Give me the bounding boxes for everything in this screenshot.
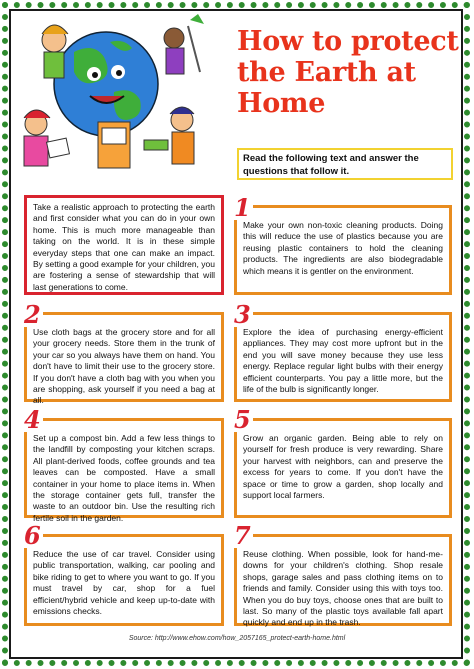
tip-text-5: Grow an organic garden. Being able to rely on yourself for fresh produce is very rewarding. Share your harvest with neighbors, can and preserve the excess for years to come. If you don't have the space or time to grow a garden, shop locally and support local farmers. [243,433,443,501]
tip-number-2: 2 [24,300,41,329]
page-title [237,26,457,119]
tip-box-6 [24,534,224,626]
tip-text-2: Use cloth bags at the grocery store and for all your grocery needs. Store them in the trunk of your car so you always have them on hand. You don't have to limit their use to the grocery store. If you don't have a cloth bag with you when you are shopping, ask yourself if you need a bag at all. [33,327,215,406]
tip-text-4: Set up a compost bin. Add a few less things to the landfill by composting your kitchen scraps. All plant-derived foods, coffee grounds and tea leaves can be composted. Have a small container in your home to place items in. When the storage container gets full, transfer the waste to an outdoor bin. Use the resulting rich fertile soil in the garden. [33,433,215,523]
intro-text: Take a realistic approach to protecting the earth and first consider what you can do in your own home. This is much more manageable than taking on the world. It is in these simple everyday steps that one can make an impact. By setting a good example for your children, you are fostering a sense of stewardship that will last generations to come. [33,202,215,292]
tip-number-5: 5 [234,405,251,434]
title-line: the Earth at [237,57,416,88]
title-line: How to protect [237,26,459,57]
tip-box-1 [234,205,452,295]
tip-text-6: Reduce the use of car travel. Consider using public transportation, walking, car pooling and bike riding to get to where you want to go. If you must travel by car, shop for a fuel efficient/hybrid vehicle and keep up-to-date with emissions checks. [33,549,215,617]
instruction-box: Read the following text and answer the questions that follow it. [237,148,453,180]
tip-box-4 [24,418,224,523]
title-line: Home [237,88,326,119]
source-citation: Source: http://www.ehow.com/how_2057165_protect-earth-home.html [128,635,346,642]
tip-box-3 [234,312,452,402]
kids-globe-illustration [14,12,220,180]
tip-box-5 [234,418,452,518]
tip-box-7 [234,534,452,626]
tip-number-7: 7 [234,521,251,550]
tip-text-7: Reuse clothing. When possible, look for hand-me-downs for your children's clothing. Shop resale shops, garage sales and pass clothing items on to friends and family. Consider using this with toys too. When you do buy toys, choose ones that are built to last. So many of the plastic toys available fall apart quickly and end up in the trash. [243,549,443,628]
tip-number-1: 1 [234,193,251,222]
tip-number-4: 4 [24,405,41,434]
tip-box-2 [24,312,224,406]
tip-text-1: Make your own non-toxic cleaning products. Doing this will reduce the use of plastics because you are reusing plastic containers to hold the cleaning products. The ingredients are also biodegradable which means it is gentler on the environment. [243,220,443,276]
intro-box [24,195,224,295]
tip-text-3: Explore the idea of purchasing energy-efficient appliances. They may cost more upfront but in the end you will save money because they use less energy. Replace regular light bulbs with their energy efficient counterparts. You pay a little more, but the life of the bulb is significantly longer. [243,327,443,395]
tip-number-6: 6 [24,521,41,550]
tip-number-3: 3 [234,300,251,329]
